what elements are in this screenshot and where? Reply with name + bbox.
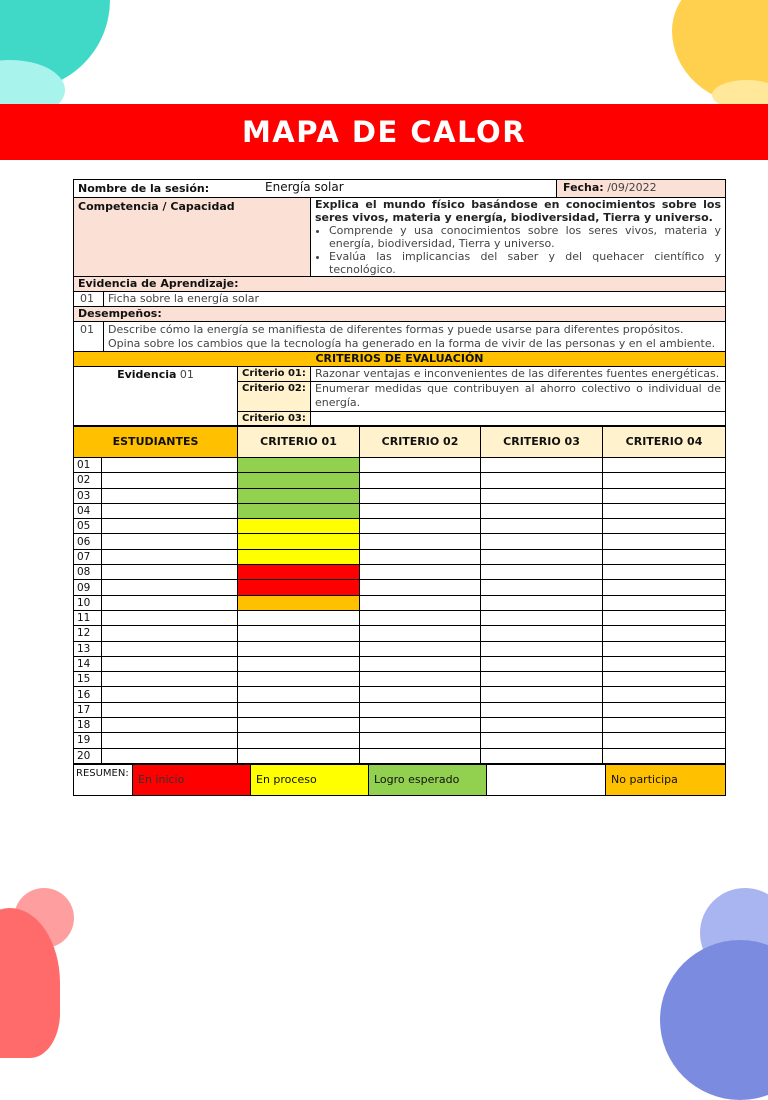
student-number: 16 <box>74 687 102 702</box>
criterio-02-cell[interactable] <box>360 519 481 534</box>
student-name-cell[interactable] <box>102 488 238 503</box>
student-row <box>74 595 726 610</box>
criterio-02-cell[interactable] <box>360 610 481 625</box>
student-name-cell[interactable] <box>102 595 238 610</box>
criterio-label: Criterio 03: <box>238 412 311 426</box>
capacidad-item: • Comprende y usa conocimientos sobre los seres vivos, materia y energía, biodiversidad, Tierra y universo. <box>329 224 721 250</box>
criterio-03-cell[interactable] <box>481 458 603 473</box>
criterio-03-cell[interactable] <box>481 672 603 687</box>
criterio-02-cell[interactable] <box>360 687 481 702</box>
session-info-table <box>73 179 726 426</box>
competencia-main: Explica el mundo físico basándose en conocimientos sobre los seres vivos, materia y energía, biodiversidad, Tierra y universo. <box>315 198 721 224</box>
student-name-cell[interactable] <box>102 702 238 717</box>
criterio-01-cell[interactable] <box>238 580 360 595</box>
criterio-01-cell[interactable] <box>238 534 360 549</box>
session-name-value: Energía solar <box>259 180 556 197</box>
criterio-04-cell[interactable] <box>603 519 726 534</box>
criterio-02-cell[interactable] <box>360 458 481 473</box>
student-row <box>74 580 726 595</box>
student-number: 01 <box>74 458 102 473</box>
student-name-cell[interactable] <box>102 626 238 641</box>
student-name-cell[interactable] <box>102 656 238 671</box>
evidencia-text: Ficha sobre la energía solar <box>104 292 726 307</box>
student-number: 11 <box>74 610 102 625</box>
criterio-04-cell[interactable] <box>603 748 726 763</box>
criterios-evidencia-number: 01 <box>179 368 194 381</box>
student-number: 20 <box>74 748 102 763</box>
criterio-01-cell[interactable] <box>238 733 360 748</box>
criterio-04-cell[interactable] <box>603 702 726 717</box>
criterio-01-cell[interactable] <box>238 473 360 488</box>
student-name-cell[interactable] <box>102 641 238 656</box>
criterio-01-cell[interactable] <box>238 641 360 656</box>
student-row <box>74 718 726 733</box>
student-row <box>74 488 726 503</box>
criterio-label: Criterio 01: <box>238 367 311 382</box>
criterio-01-cell[interactable] <box>238 458 360 473</box>
student-name-cell[interactable] <box>102 610 238 625</box>
student-name-cell[interactable] <box>102 458 238 473</box>
criterio-02-cell[interactable] <box>360 595 481 610</box>
criterio-04-cell[interactable] <box>603 488 726 503</box>
student-row <box>74 473 726 488</box>
date-value: /09/2022 <box>607 181 657 194</box>
criterio-01-cell[interactable] <box>238 595 360 610</box>
criterio-02-cell[interactable] <box>360 748 481 763</box>
criterio-02-cell[interactable] <box>360 503 481 518</box>
criterio-04-cell[interactable] <box>603 473 726 488</box>
criterio-04-cell[interactable] <box>603 534 726 549</box>
criterio-text <box>311 412 726 426</box>
criterio-01-cell[interactable] <box>238 565 360 580</box>
criterio-04-cell[interactable] <box>603 580 726 595</box>
criterio-01-cell[interactable] <box>238 610 360 625</box>
criterios-title: CRITERIOS DE EVALUACIÓN <box>74 352 726 367</box>
criterio-04-cell[interactable] <box>603 503 726 518</box>
criterio-01-cell[interactable] <box>238 748 360 763</box>
competencia-row <box>74 198 726 277</box>
criterio-01-cell[interactable] <box>238 503 360 518</box>
student-row <box>74 672 726 687</box>
criterio-02-cell[interactable] <box>360 656 481 671</box>
criterio-03-cell[interactable] <box>481 534 603 549</box>
criterio-01-cell[interactable] <box>238 488 360 503</box>
decor-blob-blue <box>660 940 768 1100</box>
student-row <box>74 748 726 763</box>
student-name-cell[interactable] <box>102 473 238 488</box>
criterio-02-cell[interactable] <box>360 580 481 595</box>
grid-body <box>74 458 726 764</box>
evidencia-number: 01 <box>74 292 104 307</box>
criterio-03-cell[interactable] <box>481 718 603 733</box>
student-number: 02 <box>74 473 102 488</box>
summary-legend <box>73 764 726 796</box>
student-row <box>74 641 726 656</box>
criterio-03-cell[interactable] <box>481 702 603 717</box>
criterio-02-cell[interactable] <box>360 702 481 717</box>
criterio-03-cell[interactable] <box>481 641 603 656</box>
session-name-label: Nombre de la sesión: <box>74 180 259 197</box>
student-row <box>74 733 726 748</box>
competencia-label: Competencia / Capacidad <box>74 198 311 277</box>
capacidades-list <box>315 224 721 276</box>
header-estudiantes: ESTUDIANTES <box>74 427 238 458</box>
criterio-text: Razonar ventajas e inconvenientes de las diferentes fuentes energéticas. <box>311 367 726 382</box>
evidencia-aprendizaje-label: Evidencia de Aprendizaje: <box>74 277 726 292</box>
criterio-02-cell[interactable] <box>360 549 481 564</box>
criterio-03-cell[interactable] <box>481 610 603 625</box>
page-title: MAPA DE CALOR <box>241 115 527 149</box>
summary-proceso-cell: En proceso <box>251 764 369 795</box>
student-number: 04 <box>74 503 102 518</box>
session-row <box>74 180 726 198</box>
criterio-03-cell[interactable] <box>481 687 603 702</box>
criterio-04-cell[interactable] <box>603 565 726 580</box>
student-number: 17 <box>74 702 102 717</box>
criterio-03-cell[interactable] <box>481 503 603 518</box>
student-number: 07 <box>74 549 102 564</box>
criterio-04-cell[interactable] <box>603 641 726 656</box>
student-name-cell[interactable] <box>102 718 238 733</box>
student-name-cell[interactable] <box>102 748 238 763</box>
student-row <box>74 565 726 580</box>
student-name-cell[interactable] <box>102 733 238 748</box>
student-name-cell[interactable] <box>102 687 238 702</box>
criterio-01-cell[interactable] <box>238 718 360 733</box>
criterio-03-cell[interactable] <box>481 733 603 748</box>
criterio-01-cell[interactable] <box>238 672 360 687</box>
student-name-cell[interactable] <box>102 549 238 564</box>
criterio-04-cell[interactable] <box>603 656 726 671</box>
criterio-04-cell[interactable] <box>603 626 726 641</box>
criterio-04-cell[interactable] <box>603 687 726 702</box>
student-name-cell[interactable] <box>102 565 238 580</box>
grid-header-row <box>74 427 726 458</box>
heatmap-grid <box>73 426 726 764</box>
desempenos-label: Desempeños: <box>74 307 726 322</box>
student-row <box>74 549 726 564</box>
student-name-cell[interactable] <box>102 519 238 534</box>
desempeno-line: Describe cómo la energía se manifiesta de diferentes formas y puede usarse para diferentes propósitos. <box>108 323 684 336</box>
student-number: 08 <box>74 565 102 580</box>
student-row <box>74 626 726 641</box>
student-name-cell[interactable] <box>102 580 238 595</box>
student-row <box>74 687 726 702</box>
student-number: 05 <box>74 519 102 534</box>
criterio-01-cell[interactable] <box>238 549 360 564</box>
desempeno-number: 01 <box>74 322 104 352</box>
header-criterio-03: CRITERIO 03 <box>481 427 603 458</box>
criterio-02-cell[interactable] <box>360 672 481 687</box>
student-number: 12 <box>74 626 102 641</box>
criterio-01-cell[interactable] <box>238 702 360 717</box>
criterio-02-cell[interactable] <box>360 626 481 641</box>
criterio-04-cell[interactable] <box>603 733 726 748</box>
desempeno-line: Opina sobre los cambios que la tecnología ha generado en la forma de vivir de las personas y en el ambiente. <box>108 337 716 350</box>
criterio-03-cell[interactable] <box>481 656 603 671</box>
student-name-cell[interactable] <box>102 672 238 687</box>
criterio-03-cell[interactable] <box>481 473 603 488</box>
student-row <box>74 503 726 518</box>
criterio-04-cell[interactable] <box>603 458 726 473</box>
student-row <box>74 519 726 534</box>
criterio-03-cell[interactable] <box>481 748 603 763</box>
student-row <box>74 610 726 625</box>
summary-no-participa-cell: No participa <box>606 764 726 795</box>
heatmap-document <box>73 179 725 796</box>
student-number: 14 <box>74 656 102 671</box>
criterio-01-cell[interactable] <box>238 687 360 702</box>
criterio-04-cell[interactable] <box>603 610 726 625</box>
summary-label: RESUMEN: <box>74 764 133 795</box>
criterio-03-cell[interactable] <box>481 519 603 534</box>
criterio-03-cell[interactable] <box>481 626 603 641</box>
criterio-label: Criterio 02: <box>238 382 311 412</box>
title-banner <box>0 104 768 160</box>
criterio-03-cell[interactable] <box>481 595 603 610</box>
student-number: 09 <box>74 580 102 595</box>
criterio-01-cell[interactable] <box>238 626 360 641</box>
criterio-01-cell[interactable] <box>238 519 360 534</box>
criterio-02-cell[interactable] <box>360 641 481 656</box>
capacidad-item: • Evalúa las implicancias del saber y del quehacer científico y tecnológico. <box>329 250 721 276</box>
header-criterio-01: CRITERIO 01 <box>238 427 360 458</box>
criterio-04-cell[interactable] <box>603 595 726 610</box>
student-number: 13 <box>74 641 102 656</box>
student-name-cell[interactable] <box>102 503 238 518</box>
student-number: 19 <box>74 733 102 748</box>
criterio-02-cell[interactable] <box>360 565 481 580</box>
header-criterio-04: CRITERIO 04 <box>603 427 726 458</box>
criterio-03-cell[interactable] <box>481 549 603 564</box>
criterio-04-cell[interactable] <box>603 718 726 733</box>
student-row <box>74 534 726 549</box>
date-label: Fecha: <box>563 181 604 194</box>
criterio-02-cell[interactable] <box>360 488 481 503</box>
student-name-cell[interactable] <box>102 534 238 549</box>
criterio-03-cell[interactable] <box>481 580 603 595</box>
criterio-02-cell[interactable] <box>360 473 481 488</box>
student-row <box>74 656 726 671</box>
student-number: 15 <box>74 672 102 687</box>
student-number: 06 <box>74 534 102 549</box>
student-number: 18 <box>74 718 102 733</box>
criterios-evidencia-label: Evidencia <box>117 368 177 381</box>
criterio-04-cell[interactable] <box>603 549 726 564</box>
criterio-text: Enumerar medidas que contribuyen al ahorro colectivo o individual de energía. <box>311 382 726 412</box>
summary-logro-cell: Logro esperado <box>369 764 487 795</box>
criterio-03-cell[interactable] <box>481 565 603 580</box>
summary-blank-cell <box>487 764 606 795</box>
criterio-04-cell[interactable] <box>603 672 726 687</box>
header-criterio-02: CRITERIO 02 <box>360 427 481 458</box>
student-number: 10 <box>74 595 102 610</box>
criterio-01-cell[interactable] <box>238 656 360 671</box>
student-number: 03 <box>74 488 102 503</box>
criterio-03-cell[interactable] <box>481 488 603 503</box>
criterio-02-cell[interactable] <box>360 718 481 733</box>
summary-row <box>74 764 726 795</box>
student-row <box>74 702 726 717</box>
criterio-02-cell[interactable] <box>360 733 481 748</box>
summary-inicio-cell: En inicio <box>133 764 251 795</box>
criterio-02-cell[interactable] <box>360 534 481 549</box>
student-row <box>74 458 726 473</box>
